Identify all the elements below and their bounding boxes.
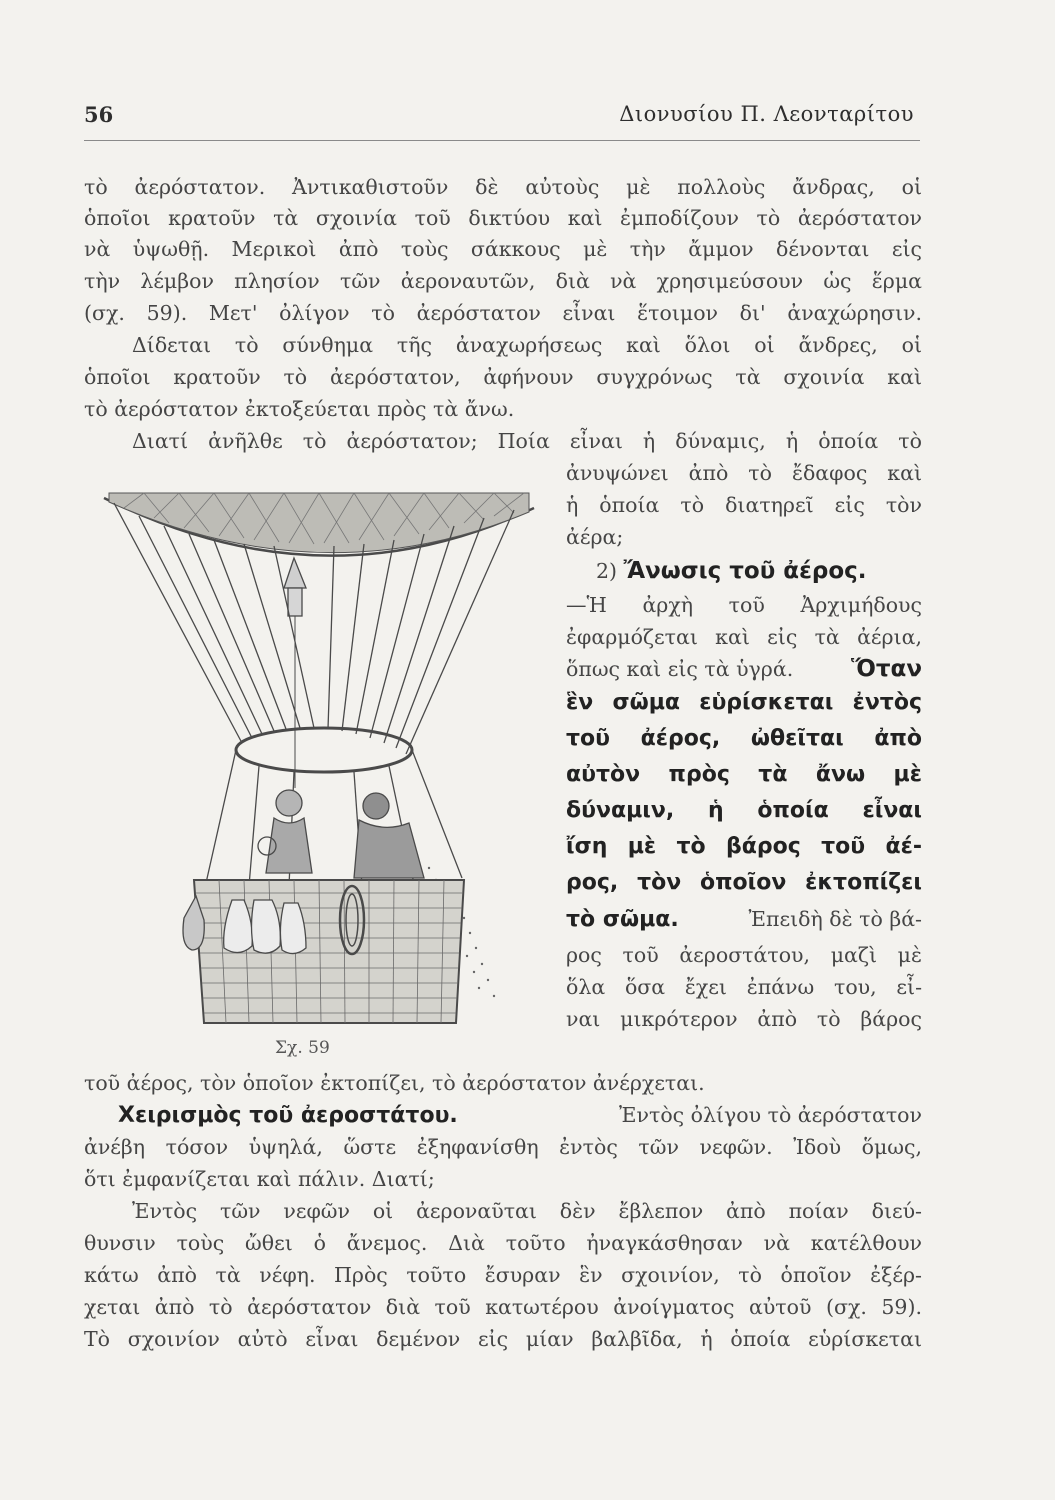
text-line: ναι μικρότερον ἀπὸ τὸ βάρος: [566, 1007, 922, 1031]
text-line: τοῦ ἀέρος, τὸν ὁποῖον ἐκτοπίζει, τὸ ἀερόστατον ἀνέρχεται.: [84, 1071, 705, 1095]
figure-caption: Σχ. 59: [275, 1038, 330, 1058]
text-line: τὸ ἀερόστατον ἐκτοξεύεται πρὸς τὰ ἄνω.: [84, 397, 515, 421]
page-header: [84, 100, 914, 134]
text-line: Τὸ σχοινίον αὐτὸ εἶναι δεμένον εἰς μίαν βαλβῖδα, ἡ ὁποία εὑρίσκεται: [84, 1327, 922, 1351]
text-line: [566, 654, 922, 684]
text-line: ὁποῖοι κρατοῦν τὰ σχοινία τοῦ δικτύου καὶ ἐμποδίζουν τὸ ἀερόστατον: [84, 206, 922, 230]
text-line: τὸ ἀερόστατον. Ἀντικαθιστοῦν δὲ αὐτοὺς μὲ πολλοὺς ἄνδρας, οἱ: [84, 175, 922, 199]
section-number: 2): [596, 559, 618, 583]
text-line: ὁποῖοι κρατοῦν τὸ ἀερόστατον, ἀφήνουν συγχρόνως τὰ σχοινία καὶ: [84, 365, 922, 389]
text-line: ἀνέβη τόσον ὑψηλά, ὥστε ἐξηφανίσθη ἐντὸς τῶν νεφῶν. Ἰδοὺ ὅμως,: [84, 1135, 922, 1159]
text-line: ἡ ὁποία τὸ διατηρεῖ εἰς τὸν: [566, 493, 922, 517]
balloon-figure: [84, 488, 564, 1048]
balloon-illustration: [84, 488, 564, 1048]
bold-text-line: ἓν σῶμα εὑρίσκεται ἐντὸς: [566, 690, 922, 715]
text-line: ἀέρα;: [566, 525, 624, 549]
section-heading: [596, 556, 922, 586]
text-line: χεται ἀπὸ τὸ ἀερόστατον διὰ τοῦ κατωτέρου ἀνοίγματος αὐτοῦ (σχ. 59).: [84, 1295, 922, 1319]
text-span: ὅπως καὶ εἰς τὰ ὑγρά.: [566, 657, 794, 681]
header-rule: [84, 140, 920, 141]
page-number: 56: [84, 102, 114, 127]
text-line: Δίδεται τὸ σύνθημα τῆς ἀναχωρήσεως καὶ ὅλοι οἱ ἄνδρες, οἱ: [132, 333, 922, 357]
bold-text-line: ρος, τὸν ὁποῖον ἐκτοπίζει: [566, 870, 922, 895]
bold-text: Ὅταν: [850, 656, 922, 682]
text-line: ρος τοῦ ἀεροστάτου, μαζὶ μὲ: [566, 943, 922, 967]
paragraph-heading-line: [84, 1100, 922, 1131]
text-line: Διατί ἀνῆλθε τὸ ἀερόστατον; Ποία εἶναι ἡ δύναμις, ἡ ὁποία τὸ: [132, 429, 922, 453]
text-line: ἐφαρμόζεται καὶ εἰς τὰ ἀέρια,: [566, 625, 922, 649]
bold-text-line: αὐτὸν πρὸς τὰ ἄνω μὲ: [566, 762, 922, 787]
bold-text-line: ἴση μὲ τὸ βάρος τοῦ ἀέ-: [566, 834, 922, 859]
bold-text: τὸ σῶμα.: [566, 907, 679, 932]
text-span: Ἐπειδὴ δὲ τὸ βά-: [748, 907, 922, 931]
text-line: ὅλα ὅσα ἔχει ἐπάνω του, εἶ-: [566, 975, 922, 999]
text-line: ὅτι ἐμφανίζεται καὶ πάλιν. Διατί;: [84, 1167, 435, 1191]
text-line: ἀνυψώνει ἀπὸ τὸ ἔδαφος καὶ: [566, 461, 922, 485]
section-title: Ἄνωσις τοῦ ἀέρος.: [623, 558, 867, 584]
text-line: θυνσιν τοὺς ὤθει ὁ ἄνεμος. Διὰ τοῦτο ἠναγκάσθησαν νὰ κατέλθουν: [84, 1231, 922, 1255]
text-line: κάτω ἀπὸ τὰ νέφη. Πρὸς τοῦτο ἔσυραν ἓν σχοινίον, τὸ ὁποῖον ἐξέρ-: [84, 1263, 922, 1287]
text-line: Ἐντὸς τῶν νεφῶν οἱ ἀεροναῦται δὲν ἔβλεπον ἀπὸ ποίαν διεύ-: [132, 1199, 922, 1223]
text-line: τὴν λέμβον πλησίον τῶν ἀεροναυτῶν, διὰ νὰ χρησιμεύσουν ὡς ἕρμα: [84, 269, 922, 293]
text-line: —Ἡ ἀρχὴ τοῦ Ἀρχιμήδους: [566, 593, 922, 617]
bold-text-line: δύναμιν, ἡ ὁποία εἶναι: [566, 798, 922, 823]
bold-text-line: τοῦ ἀέρος, ὠθεῖται ἀπὸ: [566, 726, 922, 751]
text-line: (σχ. 59). Μετ' ὀλίγον τὸ ἀερόστατον εἶναι ἕτοιμον δι' ἀναχώρησιν.: [84, 301, 922, 325]
text-span: Ἐντὸς ὀλίγου τὸ ἀερόστατον: [619, 1103, 922, 1127]
running-head: Διονυσίου Π. Λεονταρίτου: [619, 102, 914, 126]
text-line: νὰ ὑψωθῇ. Μερικοὶ ἀπὸ τοὺς σάκκους μὲ τὴν ἄμμον δένονται εἰς: [84, 237, 922, 261]
text-line: [566, 904, 922, 935]
paragraph-heading: Χειρισμὸς τοῦ ἀεροστάτου.: [118, 1103, 458, 1128]
